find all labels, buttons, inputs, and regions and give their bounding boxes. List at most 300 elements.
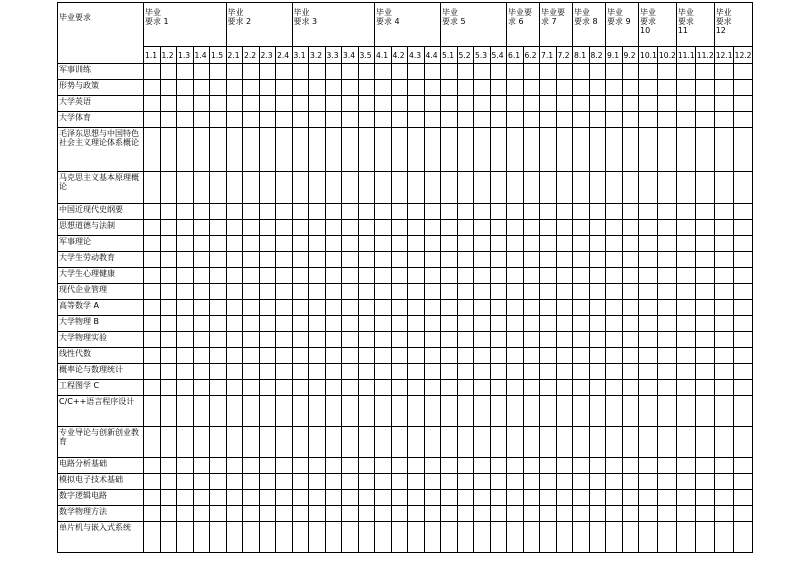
empty-cell xyxy=(676,300,695,316)
empty-cell xyxy=(556,300,573,316)
empty-cell xyxy=(457,172,474,204)
empty-cell xyxy=(733,220,752,236)
empty-cell xyxy=(507,396,524,427)
empty-cell xyxy=(622,300,639,316)
sub-requirement-header: 5.3 xyxy=(474,47,491,64)
empty-cell xyxy=(358,252,375,268)
support-level-mark xyxy=(573,64,590,80)
empty-cell xyxy=(193,458,210,474)
empty-cell xyxy=(622,506,639,522)
requirement-group-header: 毕业 要求 10 xyxy=(639,3,677,47)
empty-cell xyxy=(523,490,540,506)
empty-cell xyxy=(606,364,623,380)
empty-cell xyxy=(325,268,342,284)
support-level-mark xyxy=(144,316,161,332)
empty-cell xyxy=(474,427,491,458)
course-name: 军事训练 xyxy=(58,64,144,80)
empty-cell xyxy=(309,396,326,427)
empty-cell xyxy=(358,380,375,396)
empty-cell xyxy=(276,490,293,506)
empty-cell xyxy=(695,348,714,364)
support-level-mark xyxy=(540,427,557,458)
empty-cell xyxy=(144,252,161,268)
empty-cell xyxy=(325,252,342,268)
empty-cell xyxy=(210,220,227,236)
course-name: 毛泽东思想与中国特色社会主义理论体系概论 xyxy=(58,128,144,172)
empty-cell xyxy=(556,380,573,396)
empty-cell xyxy=(259,380,276,396)
empty-cell xyxy=(342,128,359,172)
empty-cell xyxy=(474,64,491,80)
empty-cell xyxy=(325,474,342,490)
support-level-mark xyxy=(226,458,243,474)
support-level-mark xyxy=(144,348,161,364)
empty-cell xyxy=(342,112,359,128)
empty-cell xyxy=(733,252,752,268)
empty-cell xyxy=(733,380,752,396)
empty-cell xyxy=(457,236,474,252)
empty-cell xyxy=(639,316,658,332)
empty-cell xyxy=(540,236,557,252)
empty-cell xyxy=(474,172,491,204)
empty-cell xyxy=(408,236,425,252)
empty-cell xyxy=(309,252,326,268)
empty-cell xyxy=(573,380,590,396)
empty-cell xyxy=(210,506,227,522)
empty-cell xyxy=(733,348,752,364)
empty-cell xyxy=(657,64,676,80)
support-level-mark xyxy=(676,204,695,220)
empty-cell xyxy=(733,236,752,252)
empty-cell xyxy=(177,316,194,332)
empty-cell xyxy=(540,316,557,332)
empty-cell xyxy=(408,96,425,112)
empty-cell xyxy=(243,396,260,427)
empty-cell xyxy=(259,522,276,553)
empty-cell xyxy=(309,80,326,96)
empty-cell xyxy=(243,332,260,348)
empty-cell xyxy=(342,252,359,268)
empty-cell xyxy=(589,96,606,112)
empty-cell xyxy=(714,284,733,300)
table-row xyxy=(58,506,753,522)
empty-cell xyxy=(276,220,293,236)
empty-cell xyxy=(210,490,227,506)
support-level-mark xyxy=(358,332,375,348)
empty-cell xyxy=(424,474,441,490)
empty-cell xyxy=(639,284,658,300)
empty-cell xyxy=(292,458,309,474)
empty-cell xyxy=(695,380,714,396)
empty-cell xyxy=(210,268,227,284)
table-row xyxy=(58,427,753,458)
empty-cell xyxy=(457,474,474,490)
empty-cell xyxy=(676,64,695,80)
sub-requirement-header: 9.2 xyxy=(622,47,639,64)
empty-cell xyxy=(474,284,491,300)
empty-cell xyxy=(714,80,733,96)
empty-cell xyxy=(657,348,676,364)
empty-cell xyxy=(556,204,573,220)
empty-cell xyxy=(160,64,177,80)
empty-cell xyxy=(342,268,359,284)
empty-cell xyxy=(657,474,676,490)
support-level-mark xyxy=(309,522,326,553)
empty-cell xyxy=(243,252,260,268)
empty-cell xyxy=(226,172,243,204)
empty-cell xyxy=(639,112,658,128)
empty-cell xyxy=(523,380,540,396)
empty-cell xyxy=(695,252,714,268)
empty-cell xyxy=(589,284,606,300)
empty-cell xyxy=(657,364,676,380)
empty-cell xyxy=(177,268,194,284)
table-row xyxy=(58,220,753,236)
course-name: 模拟电子技术基础 xyxy=(58,474,144,490)
empty-cell xyxy=(276,348,293,364)
empty-cell xyxy=(259,458,276,474)
empty-cell xyxy=(193,364,210,380)
empty-cell xyxy=(226,348,243,364)
empty-cell xyxy=(276,522,293,553)
empty-cell xyxy=(695,316,714,332)
empty-cell xyxy=(622,80,639,96)
empty-cell xyxy=(292,506,309,522)
empty-cell xyxy=(391,348,408,364)
empty-cell xyxy=(441,490,458,506)
empty-cell xyxy=(276,427,293,458)
empty-cell xyxy=(325,64,342,80)
empty-cell xyxy=(160,204,177,220)
empty-cell xyxy=(695,236,714,252)
empty-cell xyxy=(540,380,557,396)
empty-cell xyxy=(733,172,752,204)
empty-cell xyxy=(177,364,194,380)
empty-cell xyxy=(144,284,161,300)
empty-cell xyxy=(226,112,243,128)
empty-cell xyxy=(622,458,639,474)
empty-cell xyxy=(507,348,524,364)
table-row xyxy=(58,64,753,80)
empty-cell xyxy=(309,284,326,300)
empty-cell xyxy=(259,236,276,252)
empty-cell xyxy=(657,112,676,128)
empty-cell xyxy=(474,112,491,128)
empty-cell xyxy=(606,96,623,112)
empty-cell xyxy=(507,284,524,300)
empty-cell xyxy=(309,268,326,284)
empty-cell xyxy=(276,300,293,316)
empty-cell xyxy=(210,522,227,553)
empty-cell xyxy=(540,64,557,80)
course-name: 大学生劳动教育 xyxy=(58,252,144,268)
empty-cell xyxy=(490,64,507,80)
empty-cell xyxy=(391,96,408,112)
empty-cell xyxy=(657,522,676,553)
empty-cell xyxy=(160,380,177,396)
support-level-mark xyxy=(573,128,590,172)
support-level-mark xyxy=(622,252,639,268)
empty-cell xyxy=(391,522,408,553)
course-name: 线性代数 xyxy=(58,348,144,364)
empty-cell xyxy=(556,64,573,80)
empty-cell xyxy=(695,220,714,236)
empty-cell xyxy=(622,236,639,252)
empty-cell xyxy=(226,427,243,458)
empty-cell xyxy=(676,427,695,458)
empty-cell xyxy=(540,96,557,112)
empty-cell xyxy=(622,522,639,553)
empty-cell xyxy=(292,332,309,348)
empty-cell xyxy=(160,236,177,252)
empty-cell xyxy=(292,172,309,204)
empty-cell xyxy=(375,64,392,80)
empty-cell xyxy=(523,172,540,204)
support-level-mark xyxy=(325,396,342,427)
empty-cell xyxy=(556,268,573,284)
empty-cell xyxy=(408,112,425,128)
empty-cell xyxy=(276,474,293,490)
empty-cell xyxy=(657,427,676,458)
table-row xyxy=(58,348,753,364)
empty-cell xyxy=(523,252,540,268)
empty-cell xyxy=(695,474,714,490)
empty-cell xyxy=(309,364,326,380)
sub-requirement-header: 4.1 xyxy=(375,47,392,64)
sub-requirement-header: 8.1 xyxy=(573,47,590,64)
empty-cell xyxy=(441,300,458,316)
empty-cell xyxy=(375,268,392,284)
sub-requirement-header: 11.2 xyxy=(695,47,714,64)
empty-cell xyxy=(733,96,752,112)
empty-cell xyxy=(160,112,177,128)
empty-cell xyxy=(276,96,293,112)
sub-requirement-header: 7.1 xyxy=(540,47,557,64)
table-row xyxy=(58,284,753,300)
empty-cell xyxy=(193,204,210,220)
support-level-mark xyxy=(144,300,161,316)
empty-cell xyxy=(160,96,177,112)
empty-cell xyxy=(243,204,260,220)
empty-cell xyxy=(556,96,573,112)
empty-cell xyxy=(474,236,491,252)
empty-cell xyxy=(424,348,441,364)
empty-cell xyxy=(441,316,458,332)
empty-cell xyxy=(358,300,375,316)
empty-cell xyxy=(375,252,392,268)
empty-cell xyxy=(733,112,752,128)
empty-cell xyxy=(573,348,590,364)
empty-cell xyxy=(733,316,752,332)
empty-cell xyxy=(276,112,293,128)
empty-cell xyxy=(639,80,658,96)
empty-cell xyxy=(424,490,441,506)
empty-cell xyxy=(408,348,425,364)
empty-cell xyxy=(325,490,342,506)
empty-cell xyxy=(424,96,441,112)
empty-cell xyxy=(358,204,375,220)
empty-cell xyxy=(714,172,733,204)
empty-cell xyxy=(325,80,342,96)
empty-cell xyxy=(490,300,507,316)
empty-cell xyxy=(490,396,507,427)
empty-cell xyxy=(490,284,507,300)
empty-cell xyxy=(144,64,161,80)
empty-cell xyxy=(606,490,623,506)
empty-cell xyxy=(144,506,161,522)
empty-cell xyxy=(210,316,227,332)
empty-cell xyxy=(657,396,676,427)
empty-cell xyxy=(358,474,375,490)
empty-cell xyxy=(424,80,441,96)
empty-cell xyxy=(160,348,177,364)
empty-cell xyxy=(714,490,733,506)
course-name: 工程图学 C xyxy=(58,380,144,396)
empty-cell xyxy=(714,458,733,474)
sub-requirement-header: 3.1 xyxy=(292,47,309,64)
sub-requirement-header: 10.1 xyxy=(639,47,658,64)
empty-cell xyxy=(490,128,507,172)
empty-cell xyxy=(325,220,342,236)
empty-cell xyxy=(695,268,714,284)
empty-cell xyxy=(573,268,590,284)
empty-cell xyxy=(276,128,293,172)
empty-cell xyxy=(540,522,557,553)
empty-cell xyxy=(226,284,243,300)
support-level-mark xyxy=(573,204,590,220)
empty-cell xyxy=(457,427,474,458)
empty-cell xyxy=(457,332,474,348)
empty-cell xyxy=(424,380,441,396)
empty-cell xyxy=(342,80,359,96)
empty-cell xyxy=(342,348,359,364)
empty-cell xyxy=(556,506,573,522)
empty-cell xyxy=(309,64,326,80)
empty-cell xyxy=(556,80,573,96)
empty-cell xyxy=(276,284,293,300)
empty-cell xyxy=(259,316,276,332)
empty-cell xyxy=(391,364,408,380)
course-name: 数学物理方法 xyxy=(58,506,144,522)
empty-cell xyxy=(622,348,639,364)
empty-cell xyxy=(193,172,210,204)
empty-cell xyxy=(243,64,260,80)
support-level-mark xyxy=(243,316,260,332)
empty-cell xyxy=(424,172,441,204)
empty-cell xyxy=(309,506,326,522)
empty-cell xyxy=(523,284,540,300)
sub-requirement-header: 5.4 xyxy=(490,47,507,64)
empty-cell xyxy=(714,112,733,128)
empty-cell xyxy=(676,364,695,380)
empty-cell xyxy=(424,236,441,252)
support-level-mark xyxy=(573,172,590,204)
empty-cell xyxy=(276,364,293,380)
empty-cell xyxy=(540,220,557,236)
empty-cell xyxy=(490,252,507,268)
support-level-mark xyxy=(589,220,606,236)
empty-cell xyxy=(540,268,557,284)
empty-cell xyxy=(358,396,375,427)
empty-cell xyxy=(177,64,194,80)
support-level-mark xyxy=(676,80,695,96)
empty-cell xyxy=(606,396,623,427)
empty-cell xyxy=(657,458,676,474)
empty-cell xyxy=(490,458,507,474)
empty-cell xyxy=(342,220,359,236)
empty-cell xyxy=(457,220,474,236)
empty-cell xyxy=(457,96,474,112)
empty-cell xyxy=(391,506,408,522)
empty-cell xyxy=(695,427,714,458)
empty-cell xyxy=(714,506,733,522)
empty-cell xyxy=(573,252,590,268)
empty-cell xyxy=(490,268,507,284)
support-level-mark xyxy=(160,458,177,474)
empty-cell xyxy=(408,284,425,300)
empty-cell xyxy=(243,172,260,204)
support-level-mark xyxy=(622,204,639,220)
empty-cell xyxy=(540,128,557,172)
empty-cell xyxy=(276,64,293,80)
empty-cell xyxy=(391,380,408,396)
empty-cell xyxy=(676,332,695,348)
empty-cell xyxy=(160,252,177,268)
empty-cell xyxy=(657,268,676,284)
empty-cell xyxy=(424,268,441,284)
empty-cell xyxy=(325,348,342,364)
support-level-mark xyxy=(226,506,243,522)
empty-cell xyxy=(457,284,474,300)
empty-cell xyxy=(177,300,194,316)
empty-cell xyxy=(523,458,540,474)
support-level-mark xyxy=(144,364,161,380)
empty-cell xyxy=(358,364,375,380)
course-name: 中国近现代史纲要 xyxy=(58,204,144,220)
empty-cell xyxy=(424,522,441,553)
empty-cell xyxy=(408,268,425,284)
empty-cell xyxy=(490,380,507,396)
empty-cell xyxy=(342,490,359,506)
empty-cell xyxy=(573,364,590,380)
empty-cell xyxy=(210,252,227,268)
empty-cell xyxy=(276,268,293,284)
requirement-group-header: 毕业要求 6 xyxy=(507,3,540,47)
support-level-mark xyxy=(226,490,243,506)
empty-cell xyxy=(606,522,623,553)
empty-cell xyxy=(144,332,161,348)
empty-cell xyxy=(193,220,210,236)
empty-cell xyxy=(695,300,714,316)
empty-cell xyxy=(259,172,276,204)
empty-cell xyxy=(556,112,573,128)
support-level-mark xyxy=(733,427,752,458)
sub-requirement-header: 12.1 xyxy=(714,47,733,64)
requirement-group-header: 毕业 要求 12 xyxy=(714,3,752,47)
empty-cell xyxy=(391,284,408,300)
empty-cell xyxy=(589,348,606,364)
empty-cell xyxy=(243,220,260,236)
sub-requirement-header: 2.2 xyxy=(243,47,260,64)
empty-cell xyxy=(210,96,227,112)
empty-cell xyxy=(639,364,658,380)
empty-cell xyxy=(243,380,260,396)
empty-cell xyxy=(325,427,342,458)
empty-cell xyxy=(523,427,540,458)
empty-cell xyxy=(375,172,392,204)
empty-cell xyxy=(424,128,441,172)
empty-cell xyxy=(292,427,309,458)
